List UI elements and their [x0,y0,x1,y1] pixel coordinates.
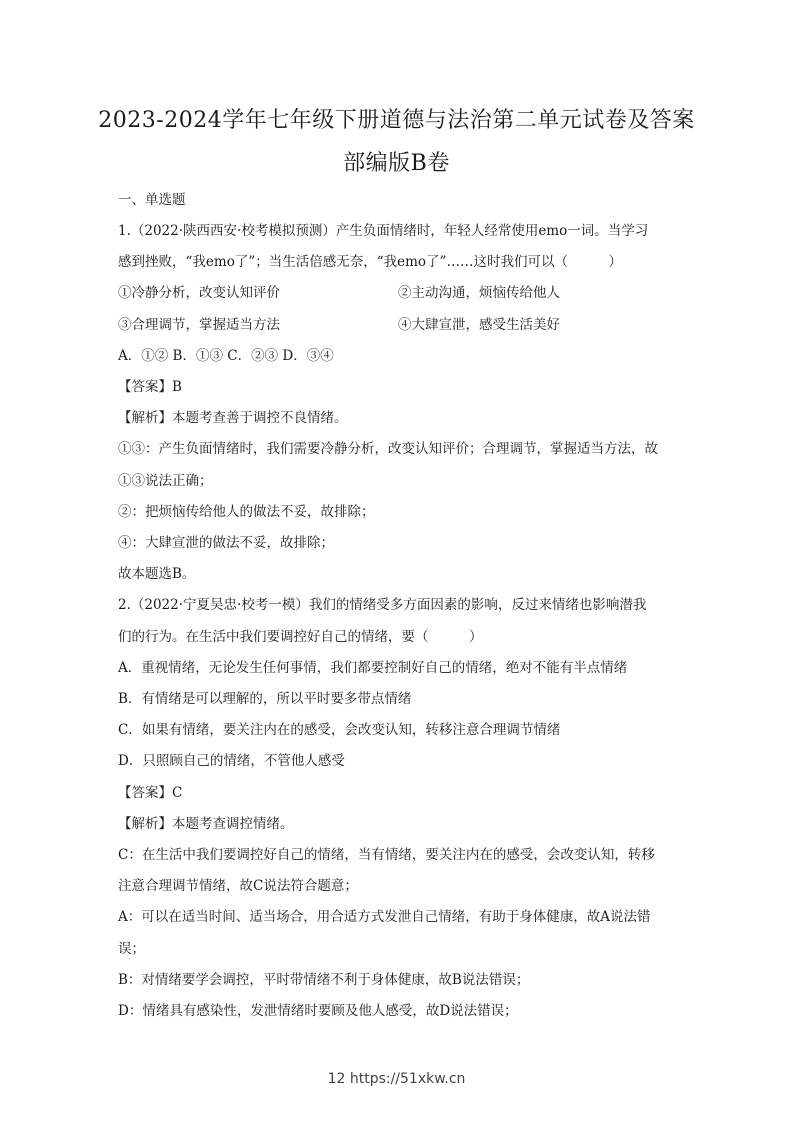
section-heading: 一、单选题 [118,192,186,208]
q2-option-a: A．重视情绪，无论发生任何事情，我们都要控制好自己的情绪，绝对不能有半点情绪 [118,660,628,676]
q1-option-1: ①冷静分析，改变认知评价 [118,285,280,301]
document-title-line2: 部编版B卷 [343,151,450,176]
q1-explanation-3: ④：大肆宣泄的做法不妥，故排除； [118,535,334,551]
q2-explanation-c2: 注意合理调节情绪，故C说法符合题意； [118,878,358,894]
footer-url[interactable]: https://51xkw.cn [349,1071,466,1087]
q1-explanation-1b: ①③说法正确； [118,473,213,489]
q2-explanation-d: D：情绪具有感染性，发泄情绪时要顾及他人感受，故D说法错误； [118,1003,518,1019]
q1-explanation-2: ②：把烦恼传给他人的做法不妥，故排除； [118,504,375,520]
q2-explanation-c1: C：在生活中我们要调控好自己的情绪，当有情绪，要关注内在的感受，会改变认知，转移 [118,847,655,863]
q1-explanation-1a: ①③：产生负面情绪时，我们需要冷静分析，改变认知评价；合理调节，掌握适当方法，故 [118,441,658,457]
q2-stem-line2: 们的行为。在生活中我们要调控好自己的情绪，要（ ） [118,629,483,645]
q1-option-3: ③合理调节，掌握适当方法 [118,317,280,333]
q2-explanation-a2: 误； [118,941,145,957]
q1-option-2: ②主动沟通，烦恼传给他人 [398,285,560,301]
q1-answer: 【答案】B [118,379,182,395]
q1-choices: A．①② B．①③ C．②③ D．③④ [118,348,334,364]
page-number: 12 [327,1071,346,1087]
q2-option-c: C．如果有情绪，要关注内在的感受，会改变认知，转移注意合理调节情绪 [118,722,561,738]
q1-stem-line1: 1.（2022·陕西西安·校考模拟预测）产生负面情绪时，年轻人经常使用emo一词。当学习 [118,223,649,239]
q2-option-d: D．只照顾自己的情绪，不管他人感受 [118,753,345,769]
q2-stem-line1: 2.（2022·宁夏吴忠·校考一模）我们的情绪受多方面因素的影响，反过来情绪也影响潜我 [118,597,647,613]
page-footer [0,1071,793,1087]
q1-option-4: ④大肆宣泄，感受生活美好 [398,317,560,333]
q2-option-b: B．有情绪是可以理解的，所以平时要多带点情绪 [118,691,412,707]
document-title-line1: 2023-2024学年七年级下册道德与法治第二单元试卷及答案 [98,108,695,133]
q2-analysis: 【解析】本题考查调控情绪。 [118,816,294,832]
q1-stem-line2: 感到挫败，“我emo了”；当生活倍感无奈，“我emo了”……这时我们可以（ ） [118,254,622,270]
q2-explanation-a1: A：可以在适当时间、适当场合，用合适方式发泄自己情绪，有助于身体健康，故A说法错 [118,909,651,925]
q1-analysis: 【解析】本题考查善于调控不良情绪。 [118,410,348,426]
q1-explanation-4: 故本题选B。 [118,566,196,582]
q2-answer: 【答案】C [118,785,183,801]
q2-explanation-b: B：对情绪要学会调控，平时带情绪不利于身体健康，故B说法错误； [118,972,530,988]
